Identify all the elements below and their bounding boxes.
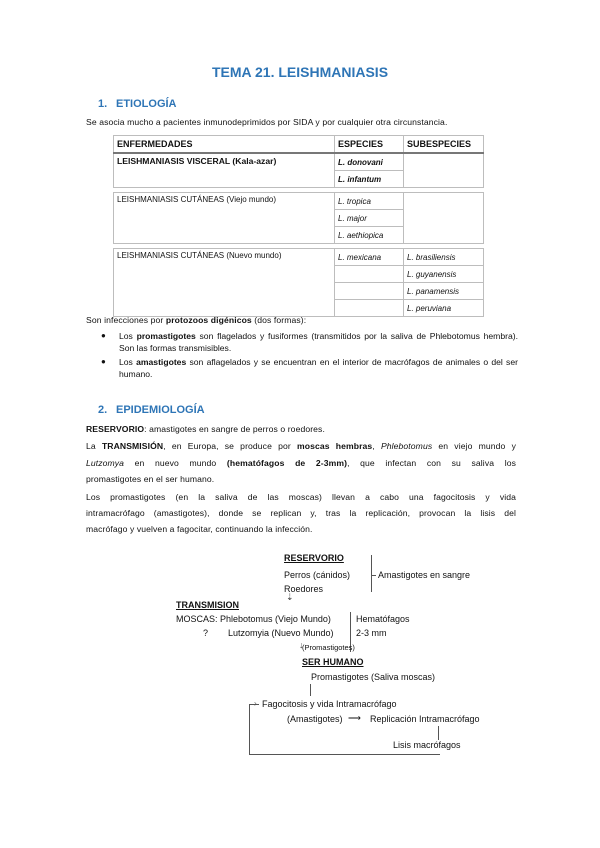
text-bold: moscas hembras <box>297 441 373 451</box>
text-span: , en Europa, se produce por <box>163 441 297 451</box>
list-item <box>100 356 518 380</box>
disease-cutanea-nuevo: LEISHMANIASIS CUTÁNEAS (Nuevo mundo) <box>114 249 335 317</box>
table-row <box>114 153 484 171</box>
text-span: son aflagelados y se encuentran en el interior de macrófagos de animales o del ser humano. <box>119 357 518 379</box>
para-line-1: Los promastigotes (en la saliva de las moscas) llevan a cabo una fagocitosis y vida <box>86 492 516 502</box>
text-italic: Phlebotomus <box>380 441 433 451</box>
disease-table <box>113 135 484 317</box>
arrow-down-icon: ↓ <box>299 640 304 650</box>
bracket-tick <box>372 575 376 576</box>
diagram-lutzomyia: Lutzomyia (Nuevo Mundo) <box>228 628 334 638</box>
diagram-amastigotes-sangre: Amastigotes en sangre <box>378 570 471 580</box>
cycle-line-left <box>249 704 250 754</box>
table-row <box>114 193 484 210</box>
section-heading-epidemiologia <box>98 404 205 416</box>
diagram-promastigotes-saliva: Promastigotes (Saliva moscas) <box>311 672 436 682</box>
text-span: , que infectan con su saliva los <box>347 458 516 468</box>
para-line-3: macrófago y vuelven a fagocitar, continuando la infección. <box>86 524 313 534</box>
species-cell: L. tropica <box>335 193 404 210</box>
species-cell: L. major <box>335 210 404 227</box>
document-title: TEMA 21. LEISHMANIASIS <box>211 64 389 80</box>
diagram-roedores: Roedores <box>284 584 324 594</box>
diagram-reservorio: RESERVORIO <box>284 553 344 563</box>
text-bold: promastigotes <box>136 331 196 341</box>
connector-line <box>310 684 311 696</box>
species-cell: L. donovani <box>335 153 404 171</box>
text-span: en nuevo mundo <box>124 458 227 468</box>
reservorio-line <box>86 423 516 435</box>
transmision-line-2 <box>86 457 516 469</box>
arrow-right-long-icon: ⟶ <box>348 713 361 723</box>
transmision-line-1 <box>86 440 516 452</box>
text-span: Los <box>119 331 137 341</box>
subspecies-cell: L. peruviana <box>404 300 484 317</box>
cycle-line-bottom <box>249 754 440 755</box>
header-subespecies: SUBESPECIES <box>404 136 484 154</box>
text-bold: TRANSMISIÓN <box>101 441 164 451</box>
text-span: (dos formas): <box>251 315 307 325</box>
diagram-lisis: Lisis macrófagos <box>393 740 461 750</box>
text-italic: Lutzomya <box>86 458 125 468</box>
text-span: son flagelados y fusiformes (transmitidos por la saliva de Phlebotomus hembra). Son las formas transmisibles. <box>119 331 519 353</box>
section-number: 1. <box>98 98 108 110</box>
transmision-line-3: promastigotes en el ser humano. <box>86 474 215 484</box>
arrow-right-icon: › <box>254 699 257 708</box>
arrow-down-icon: ⇣ <box>286 592 294 602</box>
text-span: : amastigotes en sangre de perros o roedores. <box>144 424 325 434</box>
disease-cutanea-viejo: LEISHMANIASIS CUTÁNEAS (Viejo mundo) <box>114 193 335 244</box>
diagram-moscas: MOSCAS: Phlebotomus (Viejo Mundo) <box>176 614 331 624</box>
diagram-amastigotes: (Amastigotes) <box>287 714 343 724</box>
diagram-replicacion: Replicación Intramacrófago <box>370 714 480 724</box>
diagram-transmision: TRANSMISION <box>176 600 239 610</box>
text-span: , <box>372 441 381 451</box>
species-cell: L. infantum <box>335 171 404 188</box>
disease-visceral: LEISHMANIASIS VISCERAL (Kala-azar) <box>114 153 335 188</box>
text-span: Los <box>119 357 137 367</box>
diagram-perros: Perros (cánidos) <box>284 570 351 580</box>
header-especies: ESPECIES <box>335 136 404 154</box>
text-bold: protozoos digénicos <box>165 315 252 325</box>
subspecies-cell <box>404 193 484 244</box>
para-line-2: intramacrófago (amastigotes), donde se replican y, tras la replicación, provocan la lisis del <box>86 508 516 518</box>
diagram-promastigotes-small: (Promastigotes) <box>302 643 355 652</box>
section-heading-etiologia <box>98 98 177 110</box>
subspecies-cell: L. guyanensis <box>404 266 484 283</box>
diagram-ser-humano: SER HUMANO <box>302 657 364 667</box>
section-title: EPIDEMIOLOGÍA <box>116 404 205 416</box>
diagram-hematofagos: Hematófagos <box>356 614 410 624</box>
bracket-line <box>371 555 372 592</box>
subspecies-cell <box>404 153 484 188</box>
text-bold: amastigotes <box>136 357 187 367</box>
diagram-fagocitosis: Fagocitosis y vida Intramacrófago <box>262 699 397 709</box>
text-bold: (hematófagos de 2-3mm) <box>226 458 348 468</box>
text-span: en viejo mundo y <box>432 441 516 451</box>
species-cell <box>335 283 404 300</box>
diagram-question: ? <box>203 628 209 638</box>
list-item <box>100 330 518 354</box>
table-header-row <box>114 136 484 154</box>
subspecies-cell: L. brasiliensis <box>404 249 484 266</box>
section-number: 2. <box>98 404 108 416</box>
diagram-mm: 2-3 mm <box>356 628 387 638</box>
formas-intro <box>86 314 516 326</box>
header-enfermedades: ENFERMEDADES <box>114 136 335 154</box>
section-title: ETIOLOGÍA <box>116 98 177 110</box>
species-cell: L. mexicana <box>335 249 404 266</box>
species-cell: L. aethiopica <box>335 227 404 244</box>
table-row <box>114 249 484 266</box>
text-span: La <box>86 441 102 451</box>
text-span: Son infecciones por <box>86 315 166 325</box>
species-cell <box>335 266 404 283</box>
subspecies-cell: L. panamensis <box>404 283 484 300</box>
connector-line <box>438 726 439 740</box>
etiologia-intro: Se asocia mucho a pacientes inmunodeprimidos por SIDA y por cualquier otra circunstancia. <box>86 117 448 127</box>
formas-list <box>100 330 518 382</box>
text-bold: RESERVORIO <box>86 424 145 434</box>
